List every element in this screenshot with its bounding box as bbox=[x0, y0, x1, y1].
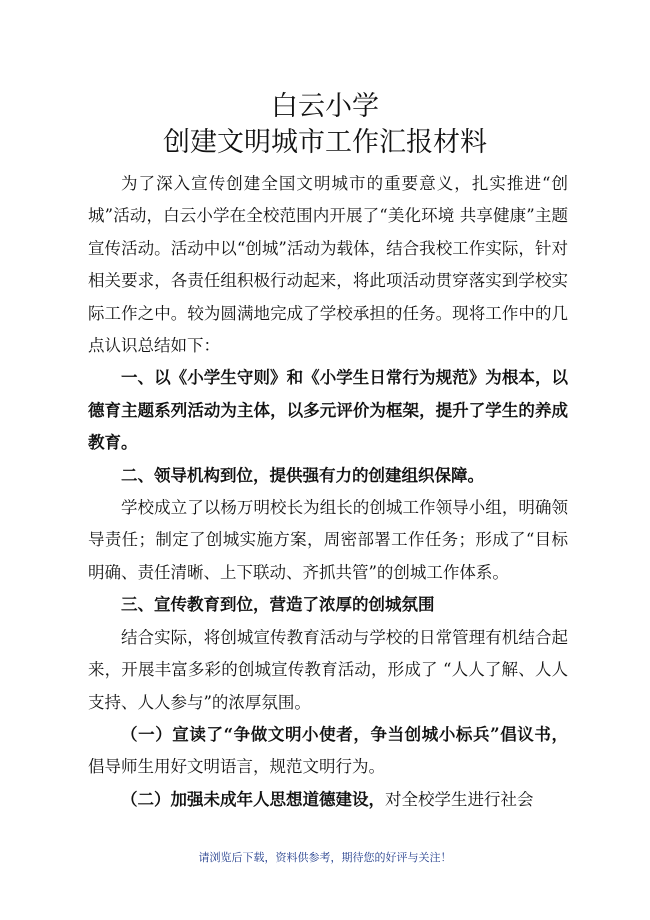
intro-paragraph: 为了深入宣传创建全国文明城市的重要意义，扎实推进“创城”活动，白云小学在全校范围内开展了“美化环境 共享健康”主题宣传活动。活动中以“创城”活动为载体，结合我校工作实际，针对相关要求，各责任组积极行动起来，将此项活动贯穿落实到学校实际工作之中。较为圆满地完成了学校承担的任务。现将工作中的几点认识总结如下： bbox=[88, 174, 568, 356]
item-1-paragraph bbox=[88, 719, 568, 784]
item-2-paragraph bbox=[88, 784, 568, 816]
section-2-heading: 二、领导机构到位，提供强有力的创建组织保障。 bbox=[121, 465, 484, 485]
title-block bbox=[0, 90, 650, 160]
item-2-text: 对全校学生进行社会 bbox=[385, 789, 534, 809]
footer-note: 请浏览后下载，资料供参考，期待您的好评与关注！ bbox=[198, 851, 452, 864]
document-subtitle: 创建文明城市工作汇报材料 bbox=[163, 127, 487, 158]
section-2-paragraph: 学校成立了以杨万明校长为组长的创城工作领导小组，明确领导责任；制定了创城实施方案，周密部署工作任务；形成了“目标明确、责任清晰、上下联动、齐抓共管”的创城工作体系。 bbox=[88, 498, 568, 582]
item-1-text: 倡导师生用好文明语言，规范文明行为。 bbox=[88, 757, 385, 777]
document-title: 白云小学 bbox=[271, 91, 379, 122]
section-3-heading: 三、宣传教育到位，营造了浓厚的创城氛围 bbox=[121, 595, 435, 615]
document-body bbox=[88, 168, 568, 816]
item-1-bold-text: （一）宣读了“争做文明小使者，争当创城小标兵”倡议书， bbox=[121, 724, 568, 744]
section-1-heading: 一、以《小学生守则》和《小学生日常行为规范》为根本，以德育主题系列活动为主体，以多元评价为框架，提升了学生的养成教育。 bbox=[88, 368, 568, 453]
item-2-bold-text: （二）加强未成年人思想道德建设， bbox=[121, 789, 385, 809]
section-3-paragraph: 结合实际，将创城宣传教育活动与学校的日常管理有机结合起来，开展丰富多彩的创城宣传教育活动，形成了 “人人了解、人人支持、人人参与”的浓厚氛围。 bbox=[88, 627, 568, 712]
